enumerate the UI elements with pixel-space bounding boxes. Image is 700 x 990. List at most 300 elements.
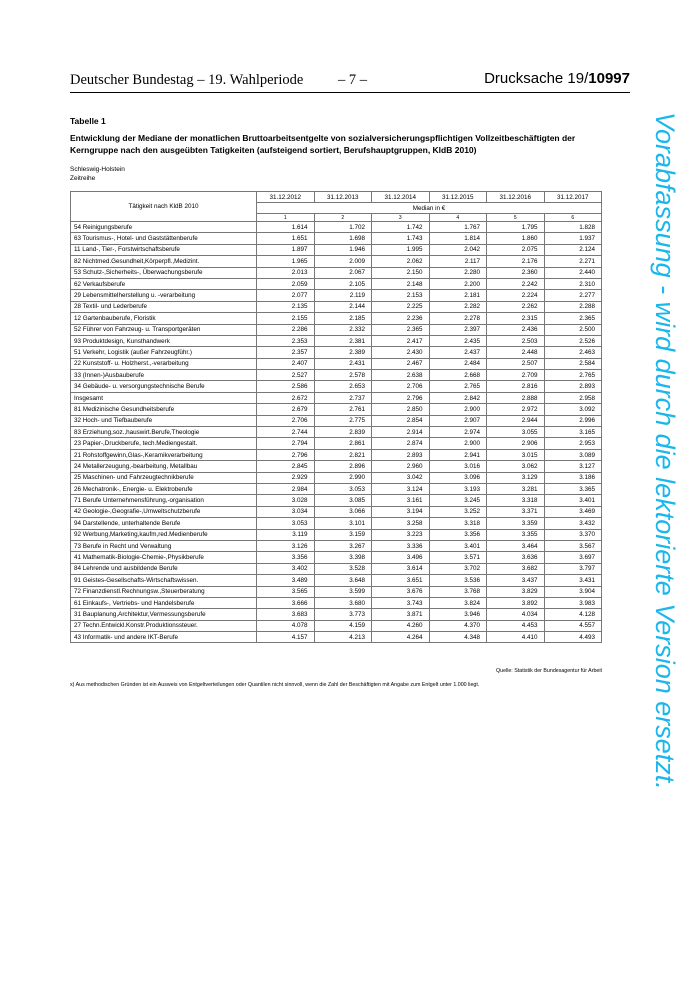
median-value: 4.453	[487, 620, 545, 631]
median-value: 2.153	[372, 290, 430, 301]
median-value: 2.105	[314, 278, 372, 289]
median-value: 1.795	[487, 222, 545, 233]
median-value: 1.814	[429, 233, 487, 244]
table-row	[71, 506, 602, 517]
median-value: 2.155	[257, 313, 315, 324]
median-value: 2.794	[257, 438, 315, 449]
median-value: 2.974	[429, 427, 487, 438]
table-row	[71, 381, 602, 392]
date-header: 31.12.2014	[372, 192, 430, 203]
median-value: 1.897	[257, 244, 315, 255]
activity-label: 28 Textil- und Lederberufe	[71, 301, 257, 312]
series-label: Zeitreihe	[70, 174, 96, 182]
table-row	[71, 267, 602, 278]
median-value: 2.960	[372, 461, 430, 472]
table-row	[71, 449, 602, 460]
activity-label: 94 Darstellende, unterhaltende Berufe	[71, 518, 257, 529]
median-value: 2.262	[487, 301, 545, 312]
activity-label: 72 Finanzdienstl.Rechnungsw.,Steuerberatung	[71, 586, 257, 597]
median-value: 3.318	[429, 518, 487, 529]
median-value: 2.117	[429, 256, 487, 267]
table-row	[71, 597, 602, 608]
median-value: 3.773	[314, 609, 372, 620]
median-value: 2.888	[487, 392, 545, 403]
median-value: 2.765	[429, 381, 487, 392]
median-value: 3.683	[257, 609, 315, 620]
median-value: 3.636	[487, 552, 545, 563]
median-value: 2.796	[257, 449, 315, 460]
median-value: 3.824	[429, 597, 487, 608]
median-value: 2.463	[544, 347, 602, 358]
median-value: 2.042	[429, 244, 487, 255]
table-row	[71, 256, 602, 267]
activity-label: 31 Bauplanung,Architektur,Vermessungsberufe	[71, 609, 257, 620]
median-value: 2.185	[314, 313, 372, 324]
median-value: 2.062	[372, 256, 430, 267]
median-value: 1.995	[372, 244, 430, 255]
activity-label: 83 Erziehung,soz.,hauswirt.Berufe,Theologie	[71, 427, 257, 438]
median-value: 2.854	[372, 415, 430, 426]
median-value: 3.258	[372, 518, 430, 529]
median-value: 2.861	[314, 438, 372, 449]
table-row	[71, 427, 602, 438]
activity-label: 51 Verkehr, Logistik (außer Fahrzeugführ.)	[71, 347, 257, 358]
table-row	[71, 563, 602, 574]
header-drucksache-number: 10997	[588, 70, 630, 87]
activity-label: 84 Lehrende und ausbildende Berufe	[71, 563, 257, 574]
median-value: 2.944	[487, 415, 545, 426]
column-number: 2	[314, 214, 372, 222]
median-value: 2.282	[429, 301, 487, 312]
median-value: 2.638	[372, 370, 430, 381]
median-value: 3.432	[544, 518, 602, 529]
median-value: 1.698	[314, 233, 372, 244]
activity-label: 24 Metallerzeugung,-bearbeitung, Metallbau	[71, 461, 257, 472]
median-value: 4.128	[544, 609, 602, 620]
median-value: 3.193	[429, 483, 487, 494]
median-value: 2.850	[372, 404, 430, 415]
median-value: 2.013	[257, 267, 315, 278]
median-value: 2.431	[314, 358, 372, 369]
activity-label: 12 Gartenbauberufe, Floristik	[71, 313, 257, 324]
median-value: 2.679	[257, 404, 315, 415]
activity-label: 32 Hoch- und Tiefbauberufe	[71, 415, 257, 426]
page-header	[70, 70, 630, 93]
activity-label: 25 Maschinen- und Fahrzeugtechnikberufe	[71, 472, 257, 483]
median-value: 2.839	[314, 427, 372, 438]
median-value: 1.937	[544, 233, 602, 244]
draft-watermark: Vorabfassung - wird durch die lektorierte Version ersetzt.	[650, 112, 680, 790]
median-value: 3.614	[372, 563, 430, 574]
median-value: 3.055	[487, 427, 545, 438]
median-value: 3.186	[544, 472, 602, 483]
header-document-number	[484, 70, 630, 87]
table-row	[71, 586, 602, 597]
table-row	[71, 290, 602, 301]
median-value: 3.281	[487, 483, 545, 494]
median-value: 3.402	[257, 563, 315, 574]
median-value: 3.252	[429, 506, 487, 517]
median-value: 1.828	[544, 222, 602, 233]
median-value: 2.278	[429, 313, 487, 324]
median-value: 1.965	[257, 256, 315, 267]
median-value: 2.972	[487, 404, 545, 415]
median-value: 3.431	[544, 575, 602, 586]
median-value: 3.126	[257, 540, 315, 551]
median-value: 2.893	[544, 381, 602, 392]
median-value: 3.223	[372, 529, 430, 540]
median-value: 3.356	[257, 552, 315, 563]
activity-label: 92 Werbung,Marketing,kaufm,red.Medienberufe	[71, 529, 257, 540]
median-value: 2.796	[372, 392, 430, 403]
table-row	[71, 472, 602, 483]
median-value: 3.983	[544, 597, 602, 608]
median-value: 1.742	[372, 222, 430, 233]
median-value: 2.360	[487, 267, 545, 278]
median-value: 3.946	[429, 609, 487, 620]
median-value: 2.996	[544, 415, 602, 426]
median-value: 3.085	[314, 495, 372, 506]
median-value: 3.496	[372, 552, 430, 563]
table-row	[71, 222, 602, 233]
median-value: 3.015	[487, 449, 545, 460]
median-value: 3.829	[487, 586, 545, 597]
median-value: 2.761	[314, 404, 372, 415]
column-number: 6	[544, 214, 602, 222]
activity-label: 73 Berufe in Recht und Verwaltung	[71, 540, 257, 551]
activity-label: 23 Papier-,Druckberufe, tech.Mediengestalt.	[71, 438, 257, 449]
median-value: 3.053	[257, 518, 315, 529]
median-value: 3.365	[544, 483, 602, 494]
median-value: 3.355	[487, 529, 545, 540]
median-value: 2.744	[257, 427, 315, 438]
median-value: 2.653	[314, 381, 372, 392]
date-header: 31.12.2016	[487, 192, 545, 203]
table-row	[71, 632, 602, 643]
median-value: 4.370	[429, 620, 487, 631]
median-value: 2.845	[257, 461, 315, 472]
median-value: 3.245	[429, 495, 487, 506]
median-value: 2.436	[487, 324, 545, 335]
table-row	[71, 552, 602, 563]
median-value: 3.398	[314, 552, 372, 563]
median-value: 3.053	[314, 483, 372, 494]
activity-label: 71 Berufe Unternehmensführung,-organisation	[71, 495, 257, 506]
median-value: 4.348	[429, 632, 487, 643]
column-number: 3	[372, 214, 430, 222]
activity-label: 52 Führer von Fahrzeug- u. Transportgeräten	[71, 324, 257, 335]
median-value: 3.034	[257, 506, 315, 517]
table-row	[71, 335, 602, 346]
date-header: 31.12.2013	[314, 192, 372, 203]
median-value: 3.768	[429, 586, 487, 597]
activity-label: 42 Geologie-,Geografie-,Umweltschutzberufe	[71, 506, 257, 517]
date-header: 31.12.2012	[257, 192, 315, 203]
table-row	[71, 233, 602, 244]
activity-label: Insgesamt	[71, 392, 257, 403]
median-value: 2.958	[544, 392, 602, 403]
unit-header: Median in €	[257, 203, 602, 214]
median-value: 2.288	[544, 301, 602, 312]
median-value: 4.157	[257, 632, 315, 643]
median-value: 2.586	[257, 381, 315, 392]
region-label: Schleswig-Holstein	[70, 166, 125, 173]
median-value: 3.892	[487, 597, 545, 608]
activity-label: 91 Geistes-Gesellschafts-Wirtschaftswissen.	[71, 575, 257, 586]
median-value: 1.702	[314, 222, 372, 233]
median-value: 3.016	[429, 461, 487, 472]
median-value: 3.356	[429, 529, 487, 540]
activity-label: 22 Kunststoff- u. Holzherst.,-verarbeitung	[71, 358, 257, 369]
median-value: 2.984	[257, 483, 315, 494]
median-value: 3.743	[372, 597, 430, 608]
table-row	[71, 540, 602, 551]
header-publication: Deutscher Bundestag – 19. Wahlperiode	[70, 72, 304, 88]
median-value: 3.571	[429, 552, 487, 563]
median-value: 2.874	[372, 438, 430, 449]
median-value: 2.775	[314, 415, 372, 426]
median-value: 2.067	[314, 267, 372, 278]
activity-label: 21 Rohstoffgewinn,Glas-,Keramikverarbeitung	[71, 449, 257, 460]
column-number: 1	[257, 214, 315, 222]
header-drucksache-label: Drucksache 19/	[484, 70, 589, 87]
median-value: 2.381	[314, 335, 372, 346]
median-value: 3.676	[372, 586, 430, 597]
median-value: 2.119	[314, 290, 372, 301]
median-value: 3.101	[314, 518, 372, 529]
table-row	[71, 347, 602, 358]
median-value: 2.929	[257, 472, 315, 483]
median-value: 2.842	[429, 392, 487, 403]
median-value: 2.077	[257, 290, 315, 301]
median-value: 2.224	[487, 290, 545, 301]
median-value: 4.557	[544, 620, 602, 631]
median-value: 4.213	[314, 632, 372, 643]
median-value: 2.578	[314, 370, 372, 381]
median-value: 2.353	[257, 335, 315, 346]
median-value: 2.821	[314, 449, 372, 460]
median-value: 3.062	[487, 461, 545, 472]
median-value: 3.092	[544, 404, 602, 415]
median-value: 2.526	[544, 335, 602, 346]
median-value: 2.148	[372, 278, 430, 289]
median-value: 3.124	[372, 483, 430, 494]
median-value: 2.365	[544, 313, 602, 324]
table-row	[71, 609, 602, 620]
median-value: 3.129	[487, 472, 545, 483]
median-value: 2.448	[487, 347, 545, 358]
median-value: 2.914	[372, 427, 430, 438]
table-row	[71, 575, 602, 586]
activity-label: 93 Produktdesign, Kunsthandwerk	[71, 335, 257, 346]
median-value: 3.371	[487, 506, 545, 517]
median-value: 3.359	[487, 518, 545, 529]
table-body	[71, 222, 602, 643]
median-value: 2.332	[314, 324, 372, 335]
activity-column-header: Tätigkeit nach KldB 2010	[71, 192, 257, 222]
median-value: 1.946	[314, 244, 372, 255]
median-value: 3.089	[544, 449, 602, 460]
table-row	[71, 518, 602, 529]
activity-label: 54 Reinigungsberufe	[71, 222, 257, 233]
column-number: 4	[429, 214, 487, 222]
table-row	[71, 620, 602, 631]
median-value: 2.144	[314, 301, 372, 312]
table-row	[71, 495, 602, 506]
table-row	[71, 529, 602, 540]
median-value: 1.767	[429, 222, 487, 233]
activity-label: 82 Nichtmed.Gesundheit,Körperpfl.,Medizint.	[71, 256, 257, 267]
median-value: 3.871	[372, 609, 430, 620]
median-value: 3.159	[314, 529, 372, 540]
median-value: 2.315	[487, 313, 545, 324]
date-header: 31.12.2015	[429, 192, 487, 203]
median-value: 2.150	[372, 267, 430, 278]
median-value: 2.059	[257, 278, 315, 289]
median-value: 3.567	[544, 540, 602, 551]
median-value: 2.907	[429, 415, 487, 426]
median-value: 4.260	[372, 620, 430, 631]
activity-label: 43 Informatik- und andere IKT-Berufe	[71, 632, 257, 643]
activity-label: 53 Schutz-,Sicherheits-, Überwachungsberufe	[71, 267, 257, 278]
median-value: 3.469	[544, 506, 602, 517]
median-value: 4.410	[487, 632, 545, 643]
median-value: 3.401	[544, 495, 602, 506]
activity-label: 33 (Innen-)Ausbauberufe	[71, 370, 257, 381]
median-value: 2.584	[544, 358, 602, 369]
median-value: 2.706	[257, 415, 315, 426]
activity-label: 61 Einkaufs-, Vertriebs- und Handelsberufe	[71, 597, 257, 608]
median-value: 4.159	[314, 620, 372, 631]
median-value: 2.389	[314, 347, 372, 358]
median-value: 1.860	[487, 233, 545, 244]
table-row	[71, 358, 602, 369]
median-value: 3.489	[257, 575, 315, 586]
median-value: 3.401	[429, 540, 487, 551]
median-value: 2.467	[372, 358, 430, 369]
table-row	[71, 370, 602, 381]
median-value: 2.280	[429, 267, 487, 278]
median-value: 3.697	[544, 552, 602, 563]
table-row	[71, 415, 602, 426]
median-value: 2.271	[544, 256, 602, 267]
median-value: 2.075	[487, 244, 545, 255]
table-row	[71, 404, 602, 415]
median-value: 2.124	[544, 244, 602, 255]
median-value: 3.651	[372, 575, 430, 586]
median-value: 2.953	[544, 438, 602, 449]
footnote: x) Aus methodischen Gründen ist ein Ausweis von Entgeltverteilungen oder Quantilen nicht sinnvoll, wenn die Zahl der Beschäftigten mit Angabe zum Entgelt unter 1.000 liegt.	[70, 682, 480, 688]
source-note: Quelle: Statistik der Bundesagentur für Arbeit	[496, 668, 602, 674]
median-value: 2.765	[544, 370, 602, 381]
region-info	[70, 166, 125, 183]
median-value: 3.648	[314, 575, 372, 586]
table-row	[71, 392, 602, 403]
table-row	[71, 438, 602, 449]
date-header-row	[71, 192, 602, 203]
median-value: 2.009	[314, 256, 372, 267]
median-value: 2.990	[314, 472, 372, 483]
median-value: 2.365	[372, 324, 430, 335]
median-value: 3.127	[544, 461, 602, 472]
median-value: 2.893	[372, 449, 430, 460]
activity-label: 34 Gebäude- u. versorgungstechnische Berufe	[71, 381, 257, 392]
median-value: 2.500	[544, 324, 602, 335]
median-value: 3.536	[429, 575, 487, 586]
median-value: 2.900	[429, 404, 487, 415]
median-value: 3.028	[257, 495, 315, 506]
median-value: 2.225	[372, 301, 430, 312]
median-value: 2.900	[429, 438, 487, 449]
median-value: 3.096	[429, 472, 487, 483]
median-value: 2.286	[257, 324, 315, 335]
median-value: 4.493	[544, 632, 602, 643]
median-value: 2.816	[487, 381, 545, 392]
table-row	[71, 278, 602, 289]
median-value: 2.440	[544, 267, 602, 278]
activity-label: 41 Mathematik-Biologie-Chemie-,Physikberufe	[71, 552, 257, 563]
table-row	[71, 301, 602, 312]
median-value: 3.161	[372, 495, 430, 506]
median-value: 3.370	[544, 529, 602, 540]
activity-label: 26 Mechatronik-, Energie- u. Elektroberufe	[71, 483, 257, 494]
median-value: 3.318	[487, 495, 545, 506]
median-value: 1.614	[257, 222, 315, 233]
median-value: 2.503	[487, 335, 545, 346]
median-value: 3.437	[487, 575, 545, 586]
median-value: 3.797	[544, 563, 602, 574]
median-value: 2.941	[429, 449, 487, 460]
median-value: 2.357	[257, 347, 315, 358]
activity-label: 11 Land-, Tier-, Forstwirtschaftsberufe	[71, 244, 257, 255]
median-value: 3.042	[372, 472, 430, 483]
median-value: 2.527	[257, 370, 315, 381]
median-value: 3.336	[372, 540, 430, 551]
table-row	[71, 461, 602, 472]
median-wage-table	[70, 191, 602, 643]
median-value: 2.135	[257, 301, 315, 312]
median-value: 3.267	[314, 540, 372, 551]
median-value: 2.737	[314, 392, 372, 403]
median-value: 1.651	[257, 233, 315, 244]
median-value: 2.236	[372, 313, 430, 324]
median-value: 3.165	[544, 427, 602, 438]
median-value: 3.119	[257, 529, 315, 540]
table-row	[71, 324, 602, 335]
median-value: 2.668	[429, 370, 487, 381]
median-value: 2.417	[372, 335, 430, 346]
activity-label: 29 Lebensmittelherstellung u. -verarbeitung	[71, 290, 257, 301]
median-value: 4.264	[372, 632, 430, 643]
median-value: 2.437	[429, 347, 487, 358]
median-value: 2.896	[314, 461, 372, 472]
median-value: 3.194	[372, 506, 430, 517]
column-number: 5	[487, 214, 545, 222]
median-value: 2.672	[257, 392, 315, 403]
activity-label: 62 Verkaufsberufe	[71, 278, 257, 289]
median-value: 3.565	[257, 586, 315, 597]
median-value: 3.464	[487, 540, 545, 551]
date-header: 31.12.2017	[544, 192, 602, 203]
median-value: 2.507	[487, 358, 545, 369]
median-value: 2.706	[372, 381, 430, 392]
median-value: 1.743	[372, 233, 430, 244]
median-value: 2.277	[544, 290, 602, 301]
table-subtitle: Entwicklung der Mediane der monatlichen Bruttoarbeitsentgelte von sozialversicherungspflichtigen Vollzeitbeschäftigten der Kerngruppe nach den ausgeübten Tatigkeiten (aufsteigend sortiert, Berufshauptgruppen, KldB 2010)	[70, 133, 576, 155]
median-value: 2.906	[487, 438, 545, 449]
median-value: 2.397	[429, 324, 487, 335]
median-value: 3.682	[487, 563, 545, 574]
